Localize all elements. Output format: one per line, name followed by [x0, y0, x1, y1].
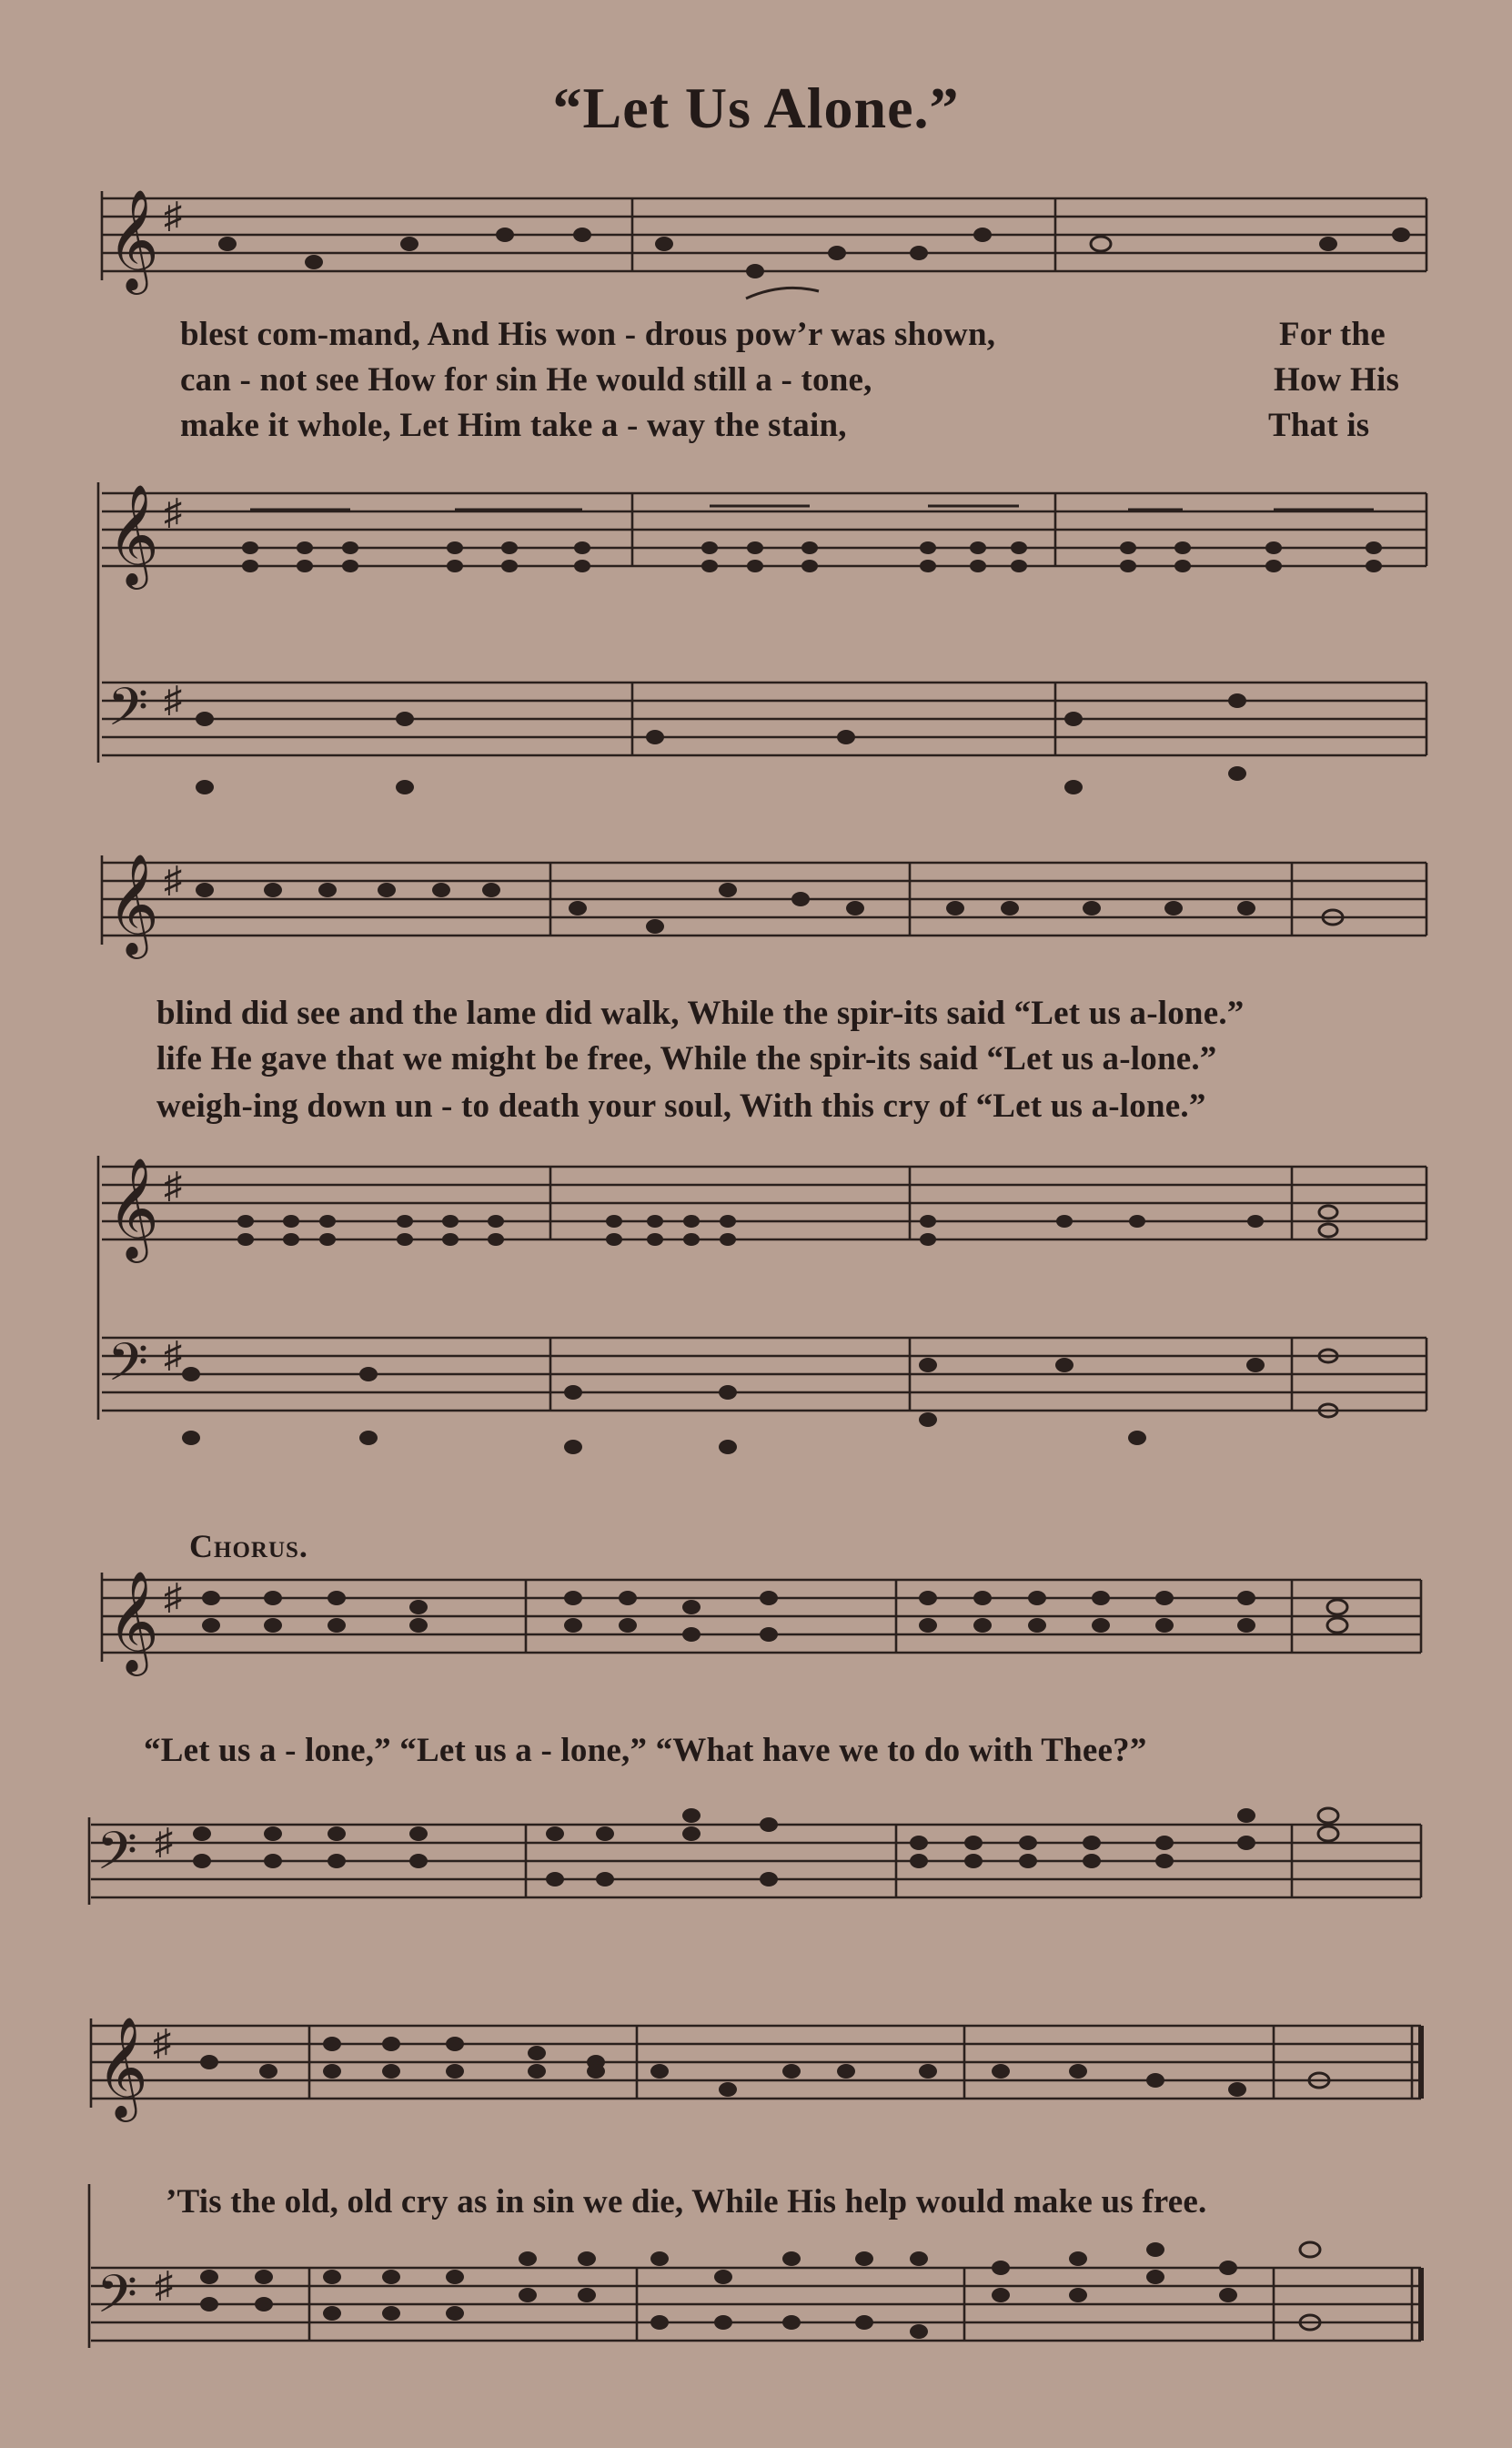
svg-text:♯: ♯: [164, 1334, 182, 1375]
svg-text:𝄞: 𝄞: [107, 1159, 159, 1257]
svg-text:♯: ♯: [164, 491, 182, 532]
chorus-upper-staff-2: [0, 2009, 1512, 2137]
svg-text:♯: ♯: [164, 1165, 182, 1206]
chorus-bass-staff-2: [0, 2248, 1512, 2375]
svg-text:𝄞: 𝄞: [107, 191, 159, 288]
chorus-label: Chorus.: [189, 1528, 308, 1564]
svg-text:𝄞: 𝄞: [107, 486, 159, 583]
system1-accompaniment-staves: [0, 473, 1512, 783]
system1-verse1-left: blest com-mand, And His won - drous pow’r was shown,: [180, 316, 996, 353]
svg-text:𝄞: 𝄞: [107, 855, 159, 953]
chorus-line1: “Let us a - lone,” “Let us a - lone,” “What have we to do with Thee?”: [144, 1732, 1147, 1769]
system1-verse2-left: can - not see How for sin He would still a - tone,: [180, 361, 872, 399]
svg-text:𝄢: 𝄢: [96, 2267, 138, 2337]
page-title: “Let Us Alone.”: [552, 76, 960, 140]
system1-verse3-right: That is: [1268, 407, 1370, 444]
svg-text:♯: ♯: [164, 1576, 182, 1617]
svg-text:♯: ♯: [164, 195, 182, 236]
svg-text:♯: ♯: [164, 679, 182, 720]
svg-text:𝄢: 𝄢: [107, 1335, 149, 1405]
system2-verse3: weigh-ing down un - to death your soul, With this cry of “Let us a-lone.”: [156, 1087, 1206, 1125]
system1-verse1-right: For the: [1279, 316, 1386, 353]
svg-text:𝄞: 𝄞: [96, 2018, 148, 2116]
system1-verse3-left: make it whole, Let Him take a - way the stain,: [180, 407, 847, 444]
system1-verse2-right: How His: [1274, 361, 1400, 399]
svg-text:𝄢: 𝄢: [107, 680, 149, 750]
system2-accompaniment-staves: [0, 1147, 1512, 1456]
system2-melody-staff: [0, 846, 1512, 974]
chorus-bass-staff: [0, 1806, 1512, 1925]
svg-text:♯: ♯: [155, 2264, 173, 2305]
system1-melody-staff: [0, 182, 1512, 309]
svg-text:♯: ♯: [153, 2022, 171, 2063]
system2-verse1: blind did see and the lame did walk, While the spir-its said “Let us a-lone.”: [156, 995, 1245, 1032]
svg-text:𝄞: 𝄞: [107, 1573, 159, 1670]
chorus-line2: ’Tis the old, old cry as in sin we die, While His help would make us free.: [166, 2183, 1207, 2220]
chorus-upper-staff: [0, 1563, 1512, 1691]
system2-verse2: life He gave that we might be free, While the spir-its said “Let us a-lone.”: [156, 1040, 1217, 1077]
svg-text:♯: ♯: [155, 1821, 173, 1862]
svg-text:♯: ♯: [164, 859, 182, 900]
svg-text:𝄢: 𝄢: [96, 1824, 138, 1894]
